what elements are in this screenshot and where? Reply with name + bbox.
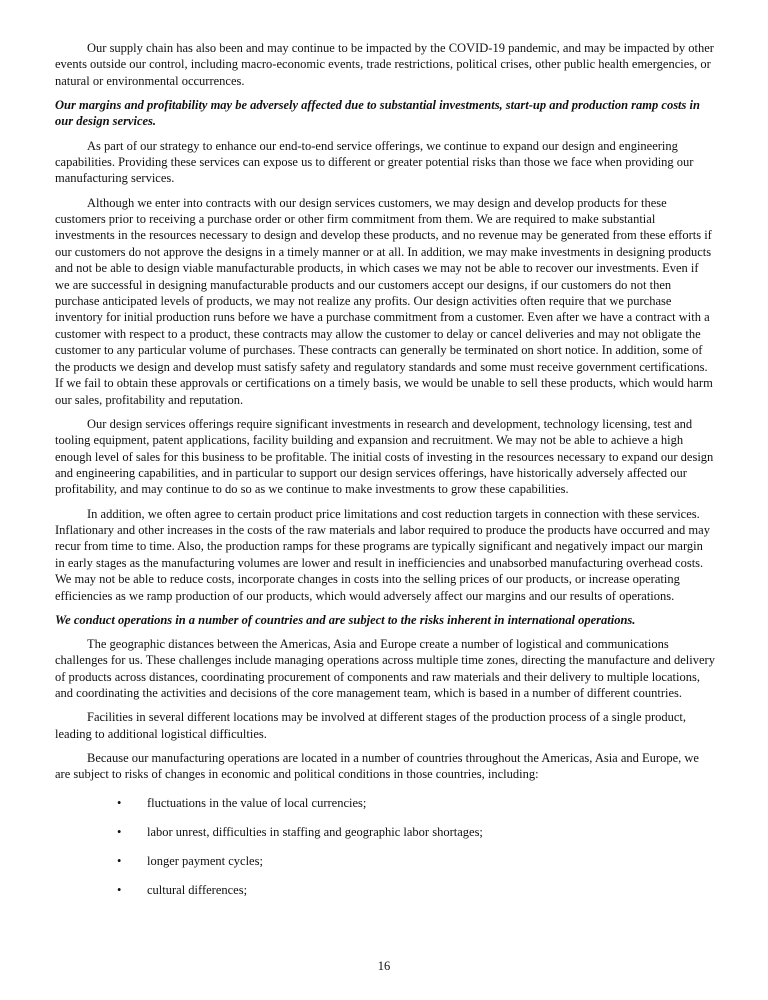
list-item xyxy=(55,824,715,853)
bullet-icon: • xyxy=(117,883,122,898)
risk-bullet-list xyxy=(55,795,715,912)
list-item-text: longer payment cycles; xyxy=(147,854,263,869)
list-item xyxy=(55,853,715,882)
list-item xyxy=(55,882,715,911)
paragraph-price-limitations: In addition, we often agree to certain product price limitations and cost reduction targets in connection with these services. Inflationary and other increases in the costs of the raw materials and labor required to produce the products have occurred and may recur from time to time. Also, the production ramps for these programs are typically significant and negatively impact our margin in early stages as the manufacturing volumes are lower and result in inefficiencies and unabsorbed manufacturing overhead costs. We may not be able to reduce costs, incorporate changes in costs into the selling prices of our products, or increase operating efficiencies as we ramp production of our products, which would adversely affect our margins and our results of operations. xyxy=(55,506,710,603)
list-item xyxy=(55,795,715,824)
list-item-text: cultural differences; xyxy=(147,883,248,898)
document-page xyxy=(55,40,715,912)
heading-margins-design-services: Our margins and profitability may be adversely affected due to substantial investments, start-up and production ramp costs in our design services. xyxy=(55,98,700,129)
paragraph-facilities: Facilities in several different locations may be involved at different stages of the production process of a single product, leading to additional logistical difficulties. xyxy=(55,710,687,741)
heading-international-operations: We conduct operations in a number of countries and are subject to the risks inherent in international operations. xyxy=(55,612,636,627)
list-item-text: labor unrest, difficulties in staffing and geographic labor shortages; xyxy=(147,825,483,840)
paragraph-geographic-distances: The geographic distances between the Americas, Asia and Europe create a number of logistical and communications challenges for us. These challenges include managing operations across multiple time zones, directing the manufacture and delivery of products across distances, coordinating procurement of components and raw materials and their delivery to multiple locations, and coordinating the activities and decisions of the core management team, which is based in a number of different countries. xyxy=(55,636,715,701)
bullet-icon: • xyxy=(117,825,122,840)
paragraph-covid-supply-chain: Our supply chain has also been and may continue to be impacted by the COVID-19 pandemic, and may be impacted by other events outside our control, including macro-economic events, trade restrictions, political crises, other public health emergencies, or natural or environmental occurrences. xyxy=(55,41,714,88)
list-item-text: fluctuations in the value of local currencies; xyxy=(147,795,367,810)
page-number: 16 xyxy=(377,959,391,973)
paragraph-country-risks: Because our manufacturing operations are located in a number of countries throughout the Americas, Asia and Europe, we are subject to risks of changes in economic and political conditions in those countries, including: xyxy=(55,751,699,782)
bullet-icon: • xyxy=(117,795,122,810)
paragraph-design-contracts: Although we enter into contracts with our design services customers, we may design and develop products for these customers prior to receiving a purchase order or other firm commitment from them. We are required to make substantial investments in the resources necessary to design and develop these products, and no revenue may be generated from these efforts if our customers do not approve the designs in a timely manner or at all. In addition, we may make investments in designing products and not be able to design viable manufacturable products, in which cases we may not be able to recover our investments. Even if we are successful in designing manufacturable products and our customers accept our designs, if our customers do not then purchase anticipated levels of products, we may not realize any profits. Our design activities often require that we purchase inventory for initial production runs before we have a purchase commitment from a customer. Even after we have a contract with a customer with respect to a product, these contracts may allow the customer to delay or cancel deliveries and may not obligate the customer to any particular volume of purchases. These contracts can generally be terminated on short notice. In addition, some of the products we design and develop must satisfy safety and regulatory standards and some must receive government certifications. If we fail to obtain these approvals or certifications on a timely basis, we would be unable to sell these products, which would harm our sales, profitability and reputation. xyxy=(55,195,713,407)
paragraph-strategy: As part of our strategy to enhance our end-to-end service offerings, we continue to expand our design and engineering capabilities. Providing these services can expose us to different or greater potential risks than those we face when providing our manufacturing services. xyxy=(55,138,694,186)
bullet-icon: • xyxy=(117,854,122,869)
paragraph-design-investments: Our design services offerings require significant investments in research and development, technology licensing, test and tooling equipment, patent applications, facility building and expansion and recruitment. We may not be able to achieve a high enough level of sales for this business to be profitable. The initial costs of investing in the resources necessary to expand our design and engineering capabilities, and in particular to support our design services offerings, have historically adversely affected our profitability, and may continue to do so as we continue to make investments to grow these capabilities. xyxy=(55,416,714,497)
